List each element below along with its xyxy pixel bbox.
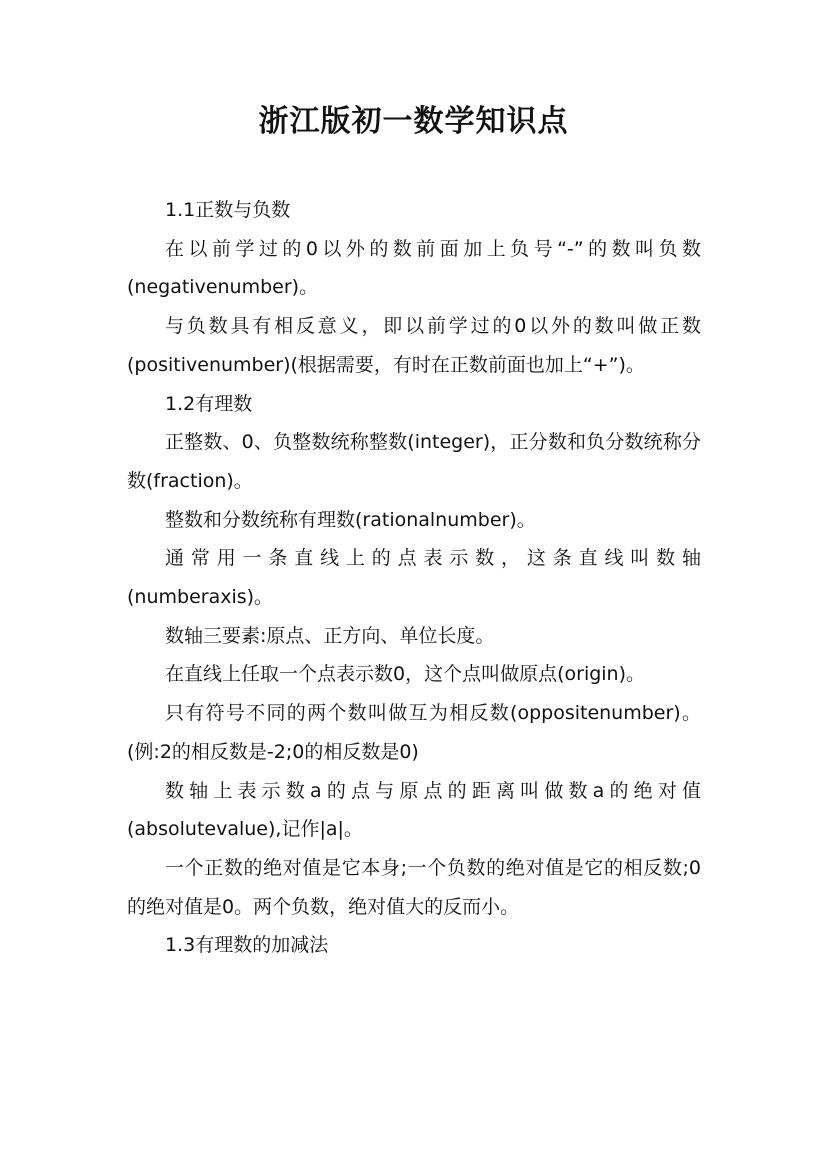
- paragraph-integer-fraction: 正整数、0、负整数统称整数(integer)，正分数和负分数统称分数(fraction)。: [127, 431, 701, 492]
- paragraph-axis-elements: 数轴三要素:原点、正方向、单位长度。: [165, 624, 495, 647]
- paragraph-negative-number: 在以前学过的0以外的数前面加上负号“-”的数叫负数(negativenumber)。: [127, 237, 701, 299]
- paragraph-absolute-value-rules: 一个正数的绝对值是它本身;一个负数的绝对值是它的相反数;0的绝对值是0。两个负数，绝对值大的反而小。: [127, 856, 701, 918]
- section-heading-1-3: 1.3有理数的加减法: [165, 934, 329, 957]
- section-heading-1-1: 1.1正数与负数: [165, 199, 291, 221]
- document-body: [127, 191, 701, 965]
- paragraph-opposite-number: 只有符号不同的两个数叫做互为相反数(oppositenumber)。(例:2的相反数是-2;0的相反数是0): [127, 702, 701, 763]
- paragraph-absolute-value: 数轴上表示数a的点与原点的距离叫做数a的绝对值(absolutevalue),记作|a|。: [127, 779, 701, 841]
- paragraph-origin: 在直线上任取一个点表示数0，这个点叫做原点(origin)。: [165, 663, 646, 686]
- paragraph-rational-number: 整数和分数统称有理数(rationalnumber)。: [165, 508, 536, 531]
- paragraph-number-axis: 通常用一条直线上的点表示数，这条直线叫数轴(numberaxis)。: [127, 547, 701, 609]
- paragraph-positive-number: 与负数具有相反意义，即以前学过的0以外的数叫做正数(positivenumber)(根据需要，有时在正数前面也加上“+”)。: [127, 315, 701, 376]
- document-title: 浙江版初一数学知识点: [258, 104, 569, 139]
- section-heading-1-2: 1.2有理数: [165, 392, 253, 415]
